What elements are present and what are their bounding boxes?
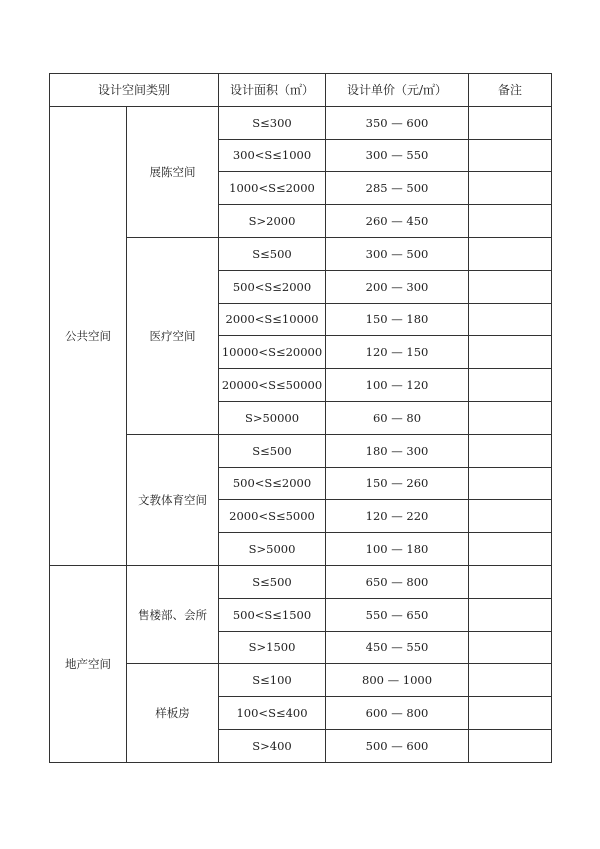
header-row (50, 74, 552, 107)
note-cell (469, 729, 552, 762)
note-cell (469, 434, 552, 467)
unit-price-cell: 350 — 600 (326, 106, 469, 139)
area-range-cell: S≤100 (219, 664, 326, 697)
table-row (50, 565, 552, 598)
note-cell (469, 533, 552, 566)
unit-price-cell: 120 — 150 (326, 336, 469, 369)
note-cell (469, 172, 552, 205)
note-cell (469, 598, 552, 631)
note-cell (469, 664, 552, 697)
subcategory-name-cell: 文教体育空间 (127, 434, 219, 565)
design-price-table (49, 73, 552, 763)
note-cell (469, 139, 552, 172)
unit-price-cell: 285 — 500 (326, 172, 469, 205)
area-range-cell: 2000<S≤5000 (219, 500, 326, 533)
header-category: 设计空间类别 (50, 74, 219, 107)
subcategory-name-cell: 样板房 (127, 664, 219, 762)
note-cell (469, 631, 552, 664)
unit-price-cell: 100 — 180 (326, 533, 469, 566)
area-range-cell: 100<S≤400 (219, 697, 326, 730)
note-cell (469, 401, 552, 434)
area-range-cell: S≤500 (219, 434, 326, 467)
unit-price-cell: 60 — 80 (326, 401, 469, 434)
unit-price-cell: 180 — 300 (326, 434, 469, 467)
area-range-cell: 500<S≤2000 (219, 467, 326, 500)
note-cell (469, 467, 552, 500)
note-cell (469, 303, 552, 336)
note-cell (469, 336, 552, 369)
unit-price-cell: 260 — 450 (326, 205, 469, 238)
subcategory-name-cell: 售楼部、会所 (127, 565, 219, 663)
subcategory-name-cell: 展陈空间 (127, 106, 219, 237)
area-range-cell: 500<S≤1500 (219, 598, 326, 631)
unit-price-cell: 120 — 220 (326, 500, 469, 533)
header-area: 设计面积（㎡） (219, 74, 326, 107)
area-range-cell: 20000<S≤50000 (219, 369, 326, 402)
area-range-cell: S≤300 (219, 106, 326, 139)
unit-price-cell: 550 — 650 (326, 598, 469, 631)
unit-price-cell: 150 — 260 (326, 467, 469, 500)
header-price: 设计单价（元/㎡） (326, 74, 469, 107)
unit-price-cell: 150 — 180 (326, 303, 469, 336)
area-range-cell: S≤500 (219, 565, 326, 598)
group-name-cell: 公共空间 (50, 106, 127, 565)
unit-price-cell: 650 — 800 (326, 565, 469, 598)
unit-price-cell: 600 — 800 (326, 697, 469, 730)
group-name-cell: 地产空间 (50, 565, 127, 762)
note-cell (469, 270, 552, 303)
unit-price-cell: 200 — 300 (326, 270, 469, 303)
area-range-cell: S>50000 (219, 401, 326, 434)
note-cell (469, 369, 552, 402)
note-cell (469, 697, 552, 730)
area-range-cell: S≤500 (219, 237, 326, 270)
unit-price-cell: 300 — 550 (326, 139, 469, 172)
area-range-cell: S>400 (219, 729, 326, 762)
area-range-cell: 2000<S≤10000 (219, 303, 326, 336)
unit-price-cell: 100 — 120 (326, 369, 469, 402)
note-cell (469, 500, 552, 533)
area-range-cell: S>5000 (219, 533, 326, 566)
note-cell (469, 565, 552, 598)
note-cell (469, 205, 552, 238)
note-cell (469, 237, 552, 270)
unit-price-cell: 300 — 500 (326, 237, 469, 270)
note-cell (469, 106, 552, 139)
subcategory-name-cell: 医疗空间 (127, 237, 219, 434)
area-range-cell: S>1500 (219, 631, 326, 664)
area-range-cell: S>2000 (219, 205, 326, 238)
area-range-cell: 500<S≤2000 (219, 270, 326, 303)
unit-price-cell: 800 — 1000 (326, 664, 469, 697)
area-range-cell: 1000<S≤2000 (219, 172, 326, 205)
area-range-cell: 10000<S≤20000 (219, 336, 326, 369)
table-row (50, 106, 552, 139)
table-body (50, 106, 552, 762)
unit-price-cell: 500 — 600 (326, 729, 469, 762)
header-note: 备注 (469, 74, 552, 107)
area-range-cell: 300<S≤1000 (219, 139, 326, 172)
unit-price-cell: 450 — 550 (326, 631, 469, 664)
